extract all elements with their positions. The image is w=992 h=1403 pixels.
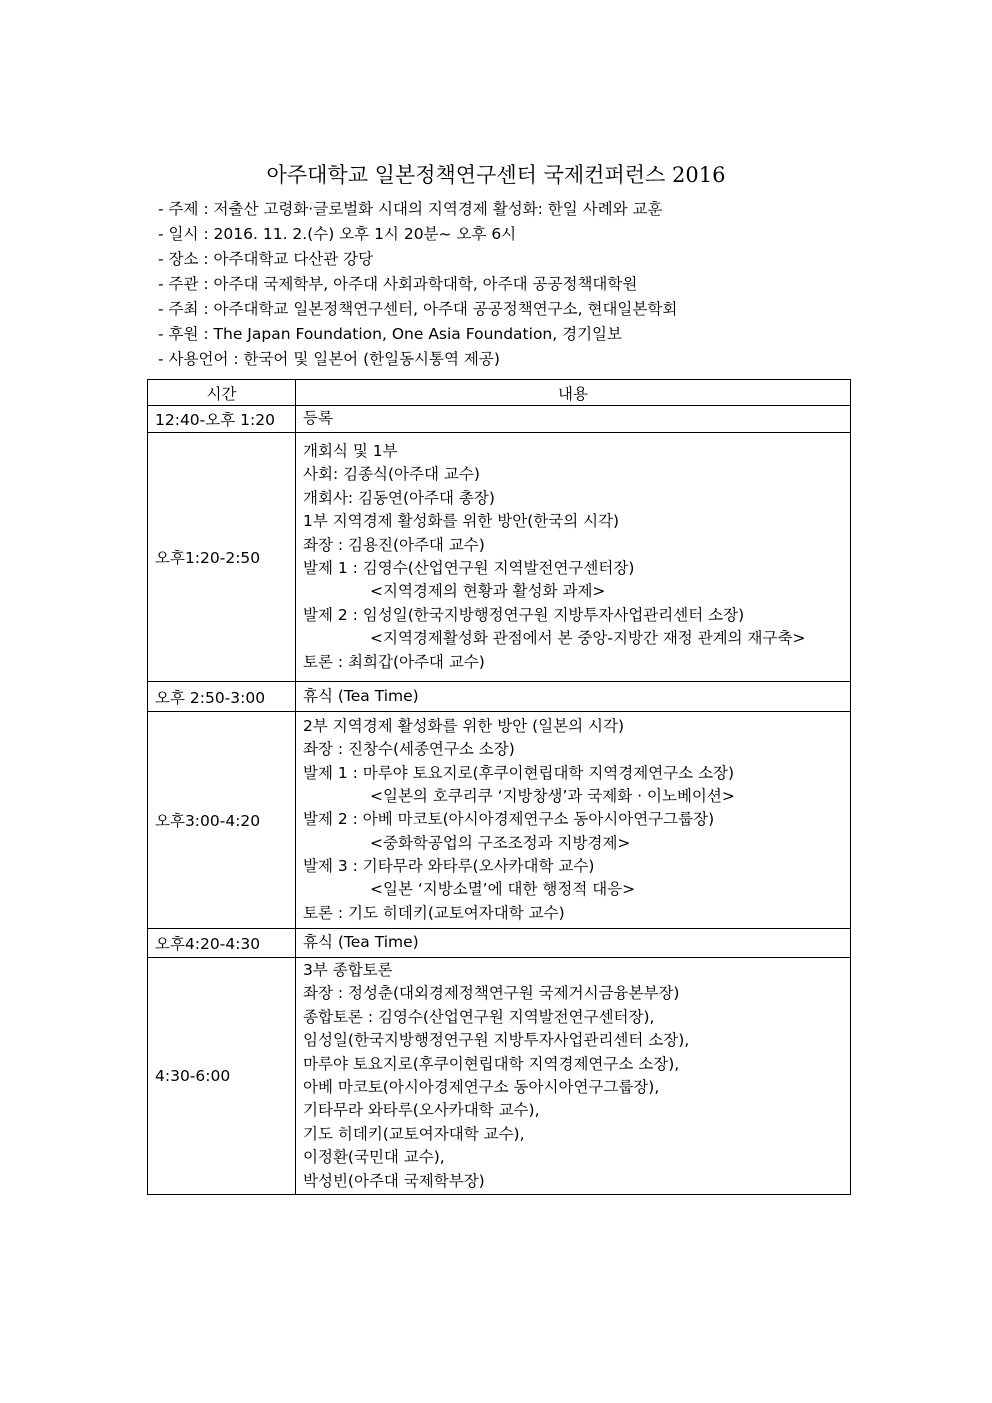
session-line: 발제 1 : 마루야 토요지로(후쿠이현립대학 지역경제연구소 소장) [303,763,735,782]
session-line: <중화학공업의 구조조정과 지방경제> [370,833,631,852]
session-content [296,682,851,712]
session-line: 아베 마코토(아시아경제연구소 동아시아연구그룹장), [303,1078,660,1096]
session-time: 12:40-오후 1:20 [148,406,296,433]
info-host: - 주최 : 아주대학교 일본정책연구센터, 아주대 공공정책연구소, 현대일본학회 [158,300,678,318]
session-line: 2부 지역경제 활성화를 위한 방안 (일본의 시각) [303,716,625,735]
schedule-table [147,379,851,1195]
info-organizer: - 주관 : 아주대 국제학부, 아주대 사회과학대학, 아주대 공공정책대학원 [158,275,638,293]
session-line: 마루야 토요지로(후쿠이현립대학 지역경제연구소 소장), [303,1054,680,1073]
session-line: 임성일(한국지방행정연구원 지방투자사업관리센터 소장), [303,1031,690,1050]
session-line: 종합토론 : 김영수(산업연구원 지역발전연구센터장), [303,1007,655,1026]
schedule-body [148,406,851,1195]
session-time: 오후1:20-2:50 [148,433,296,682]
conference-info-list [158,197,918,372]
table-header-row [148,380,851,406]
table-row [148,712,851,929]
session-line: 기타무라 와타루(오사카대학 교수), [303,1101,540,1120]
table-row [148,929,851,958]
info-language: - 사용언어 : 한국어 및 일본어 (한일동시통역 제공) [158,350,500,368]
session-line: 박성빈(아주대 국제학부장) [303,1171,485,1190]
session-line: 토론 : 기도 히데키(교토여자대학 교수) [303,903,565,922]
session-line: 개회식 및 1부 [303,442,398,461]
session-line: 휴식 (Tea Time) [303,933,419,952]
table-row [148,406,851,433]
session-line: 좌장 : 김용진(아주대 교수) [303,535,485,554]
session-line: 1부 지역경제 활성화를 위한 방안(한국의 시각) [303,512,620,531]
session-line: 발제 2 : 임성일(한국지방행정연구원 지방투자사업관리센터 소장) [303,605,745,624]
session-time: 오후4:20-4:30 [148,929,296,958]
session-line: 발제 2 : 아베 마코토(아시아경제연구소 동아시아연구그룹장) [303,810,715,829]
session-line: 토론 : 최희갑(아주대 교수) [303,652,485,671]
info-topic: - 주제 : 저출산 고령화·글로벌화 시대의 지역경제 활성화: 한일 사례와 교훈 [158,200,663,218]
session-line: 휴식 (Tea Time) [303,686,419,705]
info-date: - 일시 : 2016. 11. 2.(수) 오후 1시 20분~ 오후 6시 [158,225,517,243]
session-time: 오후 2:50-3:00 [148,682,296,712]
table-row [148,433,851,682]
session-line: 발제 1 : 김영수(산업연구원 지역발전연구센터장) [303,559,635,577]
session-line: <일본 ‘지방소멸’에 대한 행정적 대응> [370,880,636,899]
session-line: 3부 종합토론 [303,961,393,980]
table-row [148,682,851,712]
session-line: 발제 3 : 기타무라 와타루(오사카대학 교수) [303,857,595,876]
session-content [296,433,851,682]
session-line: 기도 히데키(교토여자대학 교수), [303,1124,525,1143]
table-row [148,958,851,1195]
session-time: 오후3:00-4:20 [148,712,296,929]
session-line: 등록 [303,409,333,428]
session-line: 좌장 : 정성춘(대외경제정책연구원 국제거시금융본부장) [303,984,680,1003]
session-content [296,406,851,433]
session-line: 좌장 : 진창수(세종연구소 소장) [303,740,515,759]
session-line: 사회: 김종식(아주대 교수) [303,465,480,484]
session-time: 4:30-6:00 [148,958,296,1195]
session-line: 이정환(국민대 교수), [303,1148,445,1167]
session-content [296,929,851,958]
info-venue: - 장소 : 아주대학교 다산관 강당 [158,250,374,268]
info-sponsor: - 후원 : The Japan Foundation, One Asia Foundation, 경기일보 [158,325,622,343]
header-content: 내용 [296,380,851,406]
session-line: <지역경제의 현황과 활성화 과제> [370,582,606,601]
session-content [296,712,851,929]
header-time: 시간 [148,380,296,406]
session-content [296,958,851,1195]
page-title: 아주대학교 일본정책연구센터 국제컨퍼런스 2016 [266,163,726,187]
session-line: 개회사: 김동연(아주대 총장) [303,488,495,507]
session-line: <일본의 호쿠리쿠 ‘지방창생’과 국제화 · 이노베이션> [370,786,735,805]
session-line: <지역경제활성화 관점에서 본 중앙-지방간 재정 관계의 재구축> [370,629,806,648]
